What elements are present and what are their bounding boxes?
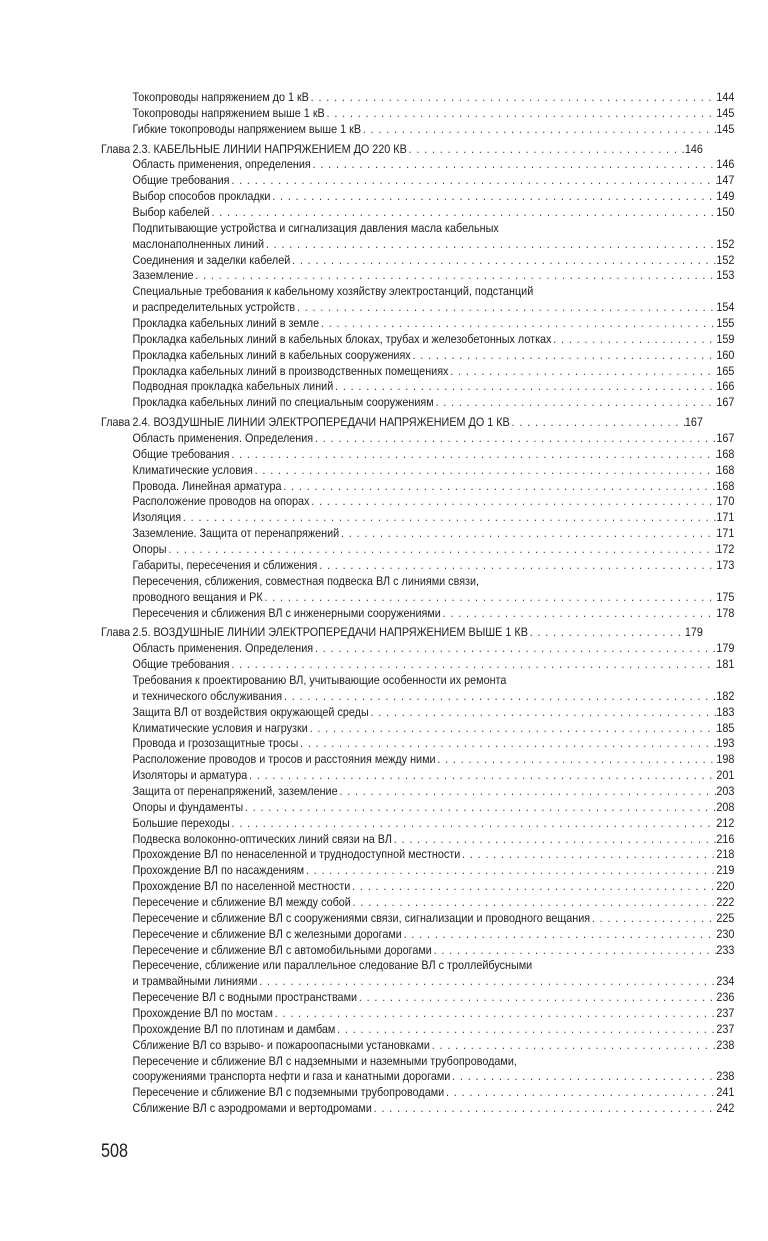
toc-page-number: 145 <box>716 105 735 120</box>
toc-page-number: 219 <box>716 863 735 878</box>
toc-page-number: 220 <box>716 879 735 894</box>
toc-dot-leader <box>230 816 717 832</box>
toc-page-number: 145 <box>716 121 735 136</box>
toc-dot-leader <box>441 606 717 622</box>
toc-dot-leader <box>309 90 717 106</box>
toc-page-number: 172 <box>716 542 735 557</box>
toc-entry <box>101 784 734 800</box>
toc-page-number: 198 <box>716 752 735 767</box>
toc-entry <box>101 943 734 959</box>
toc-entry-title: Климатические условия и нагрузки <box>132 720 308 735</box>
toc-page-number: 241 <box>716 1085 735 1100</box>
toc-entry <box>101 348 734 364</box>
toc-entry-title: Заземление <box>132 268 194 283</box>
toc-entry <box>101 157 734 173</box>
toc-entry <box>101 847 734 863</box>
toc-entry-title: Пересечение и сближение ВЛ с надземными и наземными трубопроводами, <box>132 1053 517 1068</box>
toc-page-number: 147 <box>716 173 735 188</box>
page-number: 508 <box>101 1141 128 1162</box>
toc-entry <box>101 574 734 590</box>
toc-dot-leader <box>290 253 716 269</box>
toc-entry-title: 2.4. ВОЗДУШНЫЕ ЛИНИИ ЭЛЕКТРОПЕРЕДАЧИ НАПРЯЖЕНИЕМ ДО 1 КВ <box>132 415 510 430</box>
toc-entry-title: Общие требования <box>132 657 230 672</box>
toc-dot-leader <box>193 268 716 284</box>
toc-page-number: 166 <box>716 379 735 394</box>
toc-entry-title: Изоляторы и арматура <box>132 768 248 783</box>
toc-dot-leader <box>210 205 717 221</box>
toc-entry-title: Прокладка кабельных линий в земле <box>132 316 320 331</box>
toc-entry <box>101 221 734 237</box>
toc-entry-title: и распределительных устройств <box>132 300 296 315</box>
toc-dot-leader <box>436 752 717 768</box>
toc-dot-leader <box>304 863 716 879</box>
toc-dot-leader <box>167 542 717 558</box>
toc-entry-title: Провода и грозозащитные тросы <box>132 736 299 751</box>
toc-entry-title: 2.3. КАБЕЛЬНЫЕ ЛИНИИ НАПРЯЖЕНИЕМ ДО 220 КВ <box>132 141 407 156</box>
toc-entry-title: Прохождение ВЛ по мостам <box>132 1005 273 1020</box>
toc-dot-leader <box>282 689 716 705</box>
toc-entry <box>101 558 734 574</box>
toc-dot-leader <box>263 590 717 606</box>
toc-dot-leader <box>450 1069 716 1085</box>
toc-dot-leader <box>313 431 716 447</box>
toc-entry <box>101 641 734 657</box>
toc-entry <box>101 816 734 832</box>
toc-entry-title: Подпитывающие устройства и сигнализация давления масла кабельных <box>132 220 499 235</box>
toc-entry-title: Пересечение и сближение ВЛ между собой <box>132 894 351 909</box>
toc-entry <box>101 364 734 380</box>
toc-page-number: 160 <box>716 347 735 362</box>
toc-entry <box>101 958 734 974</box>
toc-page-number: 171 <box>716 510 735 525</box>
toc-entry <box>101 463 734 479</box>
toc-page-number: 173 <box>716 557 735 572</box>
toc-entry-title: Общие требования <box>132 446 230 461</box>
toc-dot-leader <box>257 974 716 990</box>
toc-entry-title: Провода. Линейная арматура <box>132 478 282 493</box>
toc-entry <box>101 879 734 895</box>
toc-page-number: 153 <box>716 268 735 283</box>
toc-page-number: 222 <box>716 894 735 909</box>
toc-chapter-heading <box>101 415 703 431</box>
toc-page-number: 149 <box>716 189 735 204</box>
toc-page-number: 193 <box>716 736 735 751</box>
toc-entry-title: Опоры <box>132 542 167 557</box>
toc-entry-title: Выбор кабелей <box>132 205 210 220</box>
toc-entry-title: Опоры и фундаменты <box>132 799 244 814</box>
toc-entry-title: Пересечение и сближение ВЛ с автомобильными дорогами <box>132 942 432 957</box>
toc-page-number: 242 <box>716 1101 735 1116</box>
toc-page-number: 216 <box>716 831 735 846</box>
toc-entry <box>101 237 734 253</box>
toc-entry-title: Прокладка кабельных линий в кабельных сооружениях <box>132 347 411 362</box>
toc-dot-leader <box>432 943 717 959</box>
toc-entry-title: маслонаполненных линий <box>132 236 265 251</box>
toc-dot-leader <box>361 122 716 138</box>
toc-entry-title: Защита от перенапряжений, заземление <box>132 783 338 798</box>
toc-entry <box>101 1038 734 1054</box>
toc-dot-leader <box>430 1038 716 1054</box>
toc-dot-leader <box>460 847 716 863</box>
toc-entry-title: Заземление. Защита от перенапряжений <box>132 526 340 541</box>
toc-page-number: 167 <box>684 415 703 430</box>
toc-entry-title: Прокладка кабельных линий в производственных помещениях <box>132 363 449 378</box>
toc-dot-leader <box>230 447 717 463</box>
toc-dot-leader <box>311 157 717 173</box>
toc-entry <box>101 606 734 622</box>
toc-entry-title: проводного вещания и РК <box>132 589 263 604</box>
toc-entry <box>101 447 734 463</box>
toc-entry-title: Пересечения, сближения, совместная подвеска ВЛ с линиями связи, <box>132 573 480 588</box>
toc-dot-leader <box>325 106 717 122</box>
toc-entry <box>101 379 734 395</box>
toc-entry <box>101 927 734 943</box>
toc-dot-leader <box>281 479 716 495</box>
toc-page-number: 185 <box>716 720 735 735</box>
toc-entry-title: Большие переходы <box>132 815 230 830</box>
toc-page-number: 154 <box>716 300 735 315</box>
toc-dot-leader <box>350 879 716 895</box>
toc-page-number: 152 <box>716 236 735 251</box>
toc-page-number: 165 <box>716 363 735 378</box>
toc-page-number: 171 <box>716 526 735 541</box>
toc-page-number: 179 <box>716 641 735 656</box>
toc-page-number: 218 <box>716 847 735 862</box>
toc-entry <box>101 542 734 558</box>
toc-page-number: 168 <box>716 478 735 493</box>
toc-entry <box>101 284 734 300</box>
toc-entry <box>101 863 734 879</box>
toc-entry-title: Гибкие токопроводы напряжением выше 1 кВ <box>132 121 362 136</box>
toc-page-number: 168 <box>716 462 735 477</box>
toc-entry-title: 2.5. ВОЗДУШНЫЕ ЛИНИИ ЭЛЕКТРОПЕРЕДАЧИ НАПРЯЖЕНИЕМ ВЫШЕ 1 КВ <box>132 625 528 640</box>
toc-dot-leader <box>253 463 717 479</box>
toc-entry <box>101 526 734 542</box>
toc-entry <box>101 689 734 705</box>
toc-entry <box>101 316 734 332</box>
toc-dot-leader <box>510 415 685 431</box>
toc-dot-leader <box>411 348 717 364</box>
toc-dot-leader <box>273 1006 716 1022</box>
toc-entry <box>101 990 734 1006</box>
toc-dot-leader <box>313 641 716 657</box>
toc-entry <box>101 1085 734 1101</box>
toc-dot-leader <box>407 142 685 158</box>
toc-dot-leader <box>551 332 716 348</box>
toc-chapter-heading <box>101 142 703 158</box>
toc-dot-leader <box>448 364 716 380</box>
toc-entry-title: сооружениями транспорта нефти и газа и канатными дорогами <box>132 1069 451 1084</box>
toc-entry-title: Подвеска волоконно-оптических линий связи на ВЛ <box>132 831 392 846</box>
toc-entry-title: Прокладка кабельных линий в кабельных блоках, трубах и железобетонных лотках <box>132 331 552 346</box>
toc-entry-title: Подводная прокладка кабельных линий <box>132 379 334 394</box>
toc-page-number: 237 <box>716 1005 735 1020</box>
toc-entry-title: и трамвайными линиями <box>132 974 258 989</box>
toc-page-number: 150 <box>716 205 735 220</box>
toc-dot-leader <box>308 721 717 737</box>
toc-page-number: 155 <box>716 316 735 331</box>
toc-dot-leader <box>444 1085 716 1101</box>
toc-entry-title: Расположение проводов и тросов и расстояния между ними <box>132 752 436 767</box>
toc-page-number: 208 <box>716 799 735 814</box>
toc-entry-title: Прохождение ВЛ по плотинам и дамбам <box>132 1021 336 1036</box>
toc-entry <box>101 300 734 316</box>
toc-entry <box>101 590 734 606</box>
toc-dot-leader <box>369 705 717 721</box>
toc-entry-title: Пересечение, сближение или параллельное следование ВЛ с троллейбусными <box>132 958 533 973</box>
toc-dot-leader <box>270 189 716 205</box>
toc-entry-title: Прохождение ВЛ по насаждениям <box>132 863 305 878</box>
toc-dot-leader <box>402 927 717 943</box>
toc-dot-leader <box>309 494 716 510</box>
toc-entry-title: Область применения. Определения <box>132 431 314 446</box>
toc-entry-title: Прохождение ВЛ по ненаселенной и труднодоступной местности <box>132 847 461 862</box>
toc-entry-title: Общие требования <box>132 173 230 188</box>
toc-entry-title: Токопроводы напряжением до 1 кВ <box>132 90 309 104</box>
toc-dot-leader <box>298 736 716 752</box>
toc-entry-title: Защита ВЛ от воздействия окружающей среды <box>132 704 369 719</box>
toc-entry <box>101 736 734 752</box>
toc-entry <box>101 106 734 122</box>
toc-entry-title: Сближение ВЛ со взрыво- и пожароопасными установками <box>132 1037 430 1052</box>
toc-entry <box>101 768 734 784</box>
toc-entry-title: Область применения, определения <box>132 157 311 172</box>
toc-entry <box>101 395 734 411</box>
toc-entry <box>101 205 734 221</box>
toc-entry <box>101 657 734 673</box>
toc-entry-title: Выбор способов прокладки <box>132 189 271 204</box>
toc-entry <box>101 173 734 189</box>
toc-entry-title: и технического обслуживания <box>132 688 283 703</box>
toc-entry <box>101 1069 734 1085</box>
toc-dot-leader <box>319 316 716 332</box>
toc-dot-leader <box>338 784 717 800</box>
toc-entry-title: Область применения. Определения <box>132 641 314 656</box>
toc-dot-leader <box>434 395 717 411</box>
toc-entry <box>101 974 734 990</box>
toc-page-number: 181 <box>716 657 735 672</box>
toc-entry <box>101 510 734 526</box>
toc-page-number: 178 <box>716 605 735 620</box>
toc-entry-title: Изоляция <box>132 510 182 525</box>
toc-dot-leader <box>317 558 716 574</box>
toc-entry-title: Расположение проводов на опорах <box>132 494 310 509</box>
toc-entry <box>101 705 734 721</box>
toc-dot-leader <box>295 300 716 316</box>
toc-dot-leader <box>392 832 716 848</box>
toc-dot-leader <box>372 1101 717 1117</box>
toc-entry-title: Пересечение и сближение ВЛ с железными дорогами <box>132 926 402 941</box>
toc-page-number: 212 <box>716 815 735 830</box>
toc-page-number: 144 <box>716 90 735 104</box>
toc-entry <box>101 1054 734 1070</box>
toc-page-number: 236 <box>716 990 735 1005</box>
toc-entry-title: Сближение ВЛ с аэродромами и вертодромами <box>132 1101 372 1116</box>
toc-page-number: 170 <box>716 494 735 509</box>
toc-page-number: 167 <box>716 431 735 446</box>
toc-entry <box>101 122 734 138</box>
toc-page-number: 238 <box>716 1069 735 1084</box>
toc-dot-leader <box>230 657 717 673</box>
toc-entry-title: Пересечения и сближения ВЛ с инженерными сооружениями <box>132 605 441 620</box>
toc-chapter-prefix: Глава <box>101 141 131 156</box>
toc-entry-title: Прокладка кабельных линий по специальным сооружениям <box>132 395 434 410</box>
toc-dot-leader <box>590 911 716 927</box>
toc-entry-title: Пересечение и сближение ВЛ с сооружениями связи, сигнализации и проводного вещания <box>132 910 591 925</box>
toc-entry-title: Пересечение ВЛ с водными пространствами <box>132 990 358 1005</box>
toc-dot-leader <box>264 237 716 253</box>
toc-entry <box>101 895 734 911</box>
toc-entry-title: Токопроводы напряжением выше 1 кВ <box>132 105 325 120</box>
toc-page-number: 183 <box>716 704 735 719</box>
toc-entry-title: Габариты, пересечения и сближения <box>132 557 318 572</box>
toc-entry <box>101 721 734 737</box>
toc-page-number: 152 <box>716 252 735 267</box>
toc-chapter-prefix: Глава <box>101 415 131 430</box>
toc-entry-title: Прохождение ВЛ по населенной местности <box>132 879 351 894</box>
toc-dot-leader <box>230 173 717 189</box>
toc-dot-leader <box>181 510 716 526</box>
toc-page-number: 179 <box>684 625 703 640</box>
toc-page-number: 238 <box>716 1037 735 1052</box>
toc-page-number: 225 <box>716 910 735 925</box>
toc-entry <box>101 253 734 269</box>
toc-entry <box>101 189 734 205</box>
toc-entry <box>101 800 734 816</box>
toc-chapter-prefix: Глава <box>101 625 131 640</box>
toc-dot-leader <box>243 800 716 816</box>
toc-entry-title: Требования к проектированию ВЛ, учитывающие особенности их ремонта <box>132 672 507 687</box>
toc-dot-leader <box>333 379 716 395</box>
toc-entry <box>101 431 734 447</box>
toc-entry <box>101 752 734 768</box>
toc-entry <box>101 332 734 348</box>
toc-page-number: 168 <box>716 446 735 461</box>
toc-page-number: 230 <box>716 926 735 941</box>
toc-entry-title: Пересечение и сближение ВЛ с подземными трубопроводами <box>132 1085 445 1100</box>
toc-entry <box>101 832 734 848</box>
toc-entry <box>101 911 734 927</box>
toc-page-number: 146 <box>684 141 703 156</box>
toc-entry-title: Специальные требования к кабельному хозяйству электростанций, подстанций <box>132 284 534 299</box>
toc-entry <box>101 1101 734 1117</box>
toc-page-number: 167 <box>716 395 735 410</box>
toc-dot-leader <box>339 526 716 542</box>
toc-dot-leader <box>351 895 717 911</box>
toc-page-number: 233 <box>716 942 735 957</box>
toc-dot-leader <box>247 768 716 784</box>
toc-entry <box>101 494 734 510</box>
toc-page-number: 182 <box>716 688 735 703</box>
toc-entry <box>101 90 734 106</box>
table-of-contents <box>101 90 735 1117</box>
toc-page-number: 237 <box>716 1021 735 1036</box>
toc-entry-title: Соединения и заделки кабелей <box>132 252 291 267</box>
toc-entry <box>101 268 734 284</box>
toc-page-number: 175 <box>716 589 735 604</box>
toc-entry <box>101 1022 734 1038</box>
toc-page-number: 146 <box>716 157 735 172</box>
toc-page-number: 203 <box>716 783 735 798</box>
toc-chapter-heading <box>101 625 703 641</box>
toc-page-number: 159 <box>716 331 735 346</box>
toc-dot-leader <box>528 625 685 641</box>
toc-entry <box>101 673 734 689</box>
toc-page-number: 234 <box>716 974 735 989</box>
toc-entry <box>101 479 734 495</box>
toc-entry <box>101 1006 734 1022</box>
toc-page-number: 201 <box>716 768 735 783</box>
toc-entry-title: Климатические условия <box>132 462 253 477</box>
toc-dot-leader <box>357 990 716 1006</box>
toc-dot-leader <box>335 1022 716 1038</box>
